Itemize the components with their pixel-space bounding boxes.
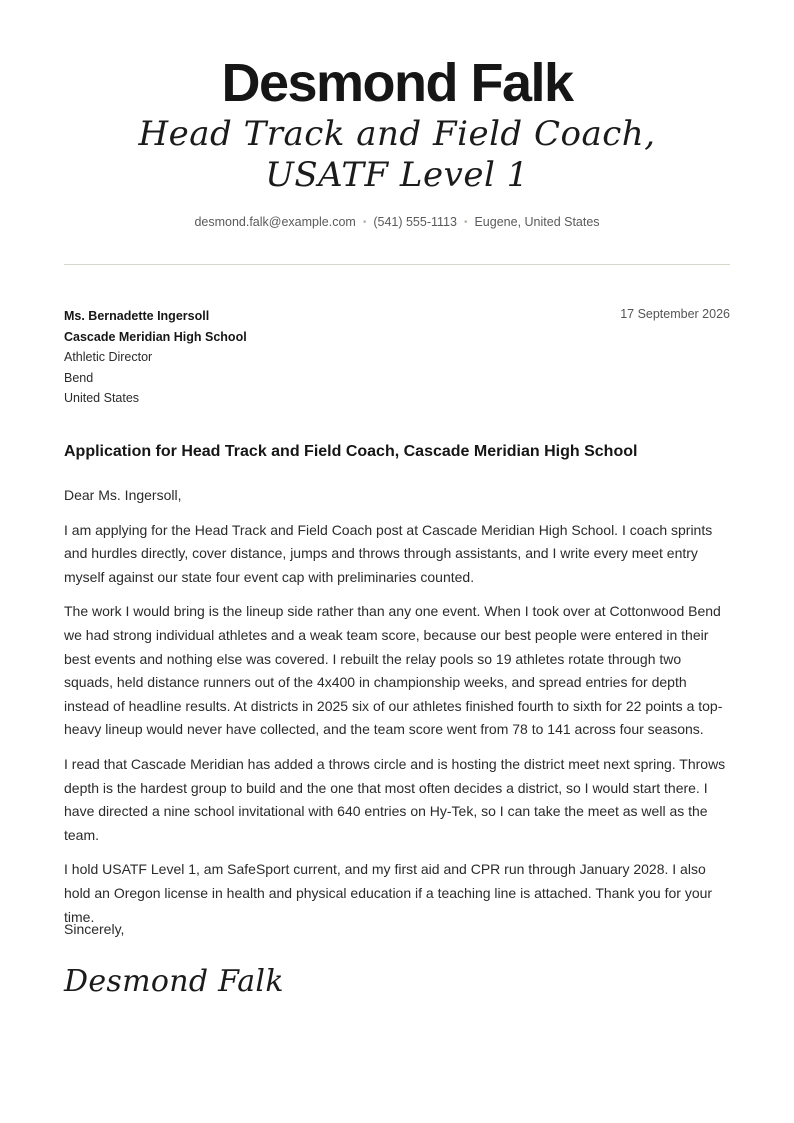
header-divider [64,264,730,265]
email-address[interactable]: desmond.falk@example.com [194,215,356,229]
applicant-name: Desmond Falk [221,53,573,113]
recipient-position: Athletic Director [64,350,153,364]
applicant-title: Head Track and Field Coach, USATF Level 1 [138,114,656,195]
separator-dot: • [362,217,367,228]
salutation: Dear Ms. Ingersoll, [64,487,182,503]
closing: Sincerely, [64,921,125,937]
body-paragraph: The work I would bring is the lineup side rather than any one event. When I took over at Cottonwood Bend we had strong individual athletes and a weak team score, because our best people were entered in their best events and nothing else was covered. I rebuilt the relay pools so 19 athletes rotate through two squads, held distance runners out of the 4x400 in championship weeks, and spread entries for depth instead of headline results. At districts in 2025 six of our athletes finished fourth to sixth for 22 points a top-heavy lineup would never have collected, and the team score went from 78 to 141 across four seasons. [64,603,723,738]
body-paragraph: I read that Cascade Meridian has added a throws circle and is hosting the district meet next spring. Throws depth is the hardest group to build and the one that most often decides a district, so I would start there. I have directed a nine school invitational with 640 entries on Hy-Tek, so I can take the meet as well as the team. [64,755,726,843]
letter-subject: Application for Head Track and Field Coach, Cascade Meridian High School [64,443,638,460]
body-paragraph: I am applying for the Head Track and Field Coach post at Cascade Meridian High School. I coach sprints and hurdles directly, cover distance, jumps and throws through assistants, and I write every meet entry myself against our state four event cap with preliminaries counted. [64,521,713,585]
letter-date: 17 September 2026 [620,307,730,321]
recipient-country: United States [64,391,140,405]
body-paragraph: I hold USATF Level 1, am SafeSport current, and my first aid and CPR run through January 2028. I also hold an Oregon license in health and physical education if a teaching line is attached. Thank you for your time. [64,861,713,925]
location: Eugene, United States [474,215,600,229]
signature: Desmond Falk [64,964,284,999]
phone-number[interactable]: (541) 555-1113 [373,215,457,229]
separator-dot: • [463,217,468,228]
recipient-organization: Cascade Meridian High School [64,329,247,344]
letter-body [64,484,730,940]
recipient-name: Ms. Bernadette Ingersoll [64,309,210,323]
recipient-city: Bend [64,370,94,385]
contact-line [64,214,730,231]
letter-header [64,52,730,231]
recipient-block [64,306,247,409]
